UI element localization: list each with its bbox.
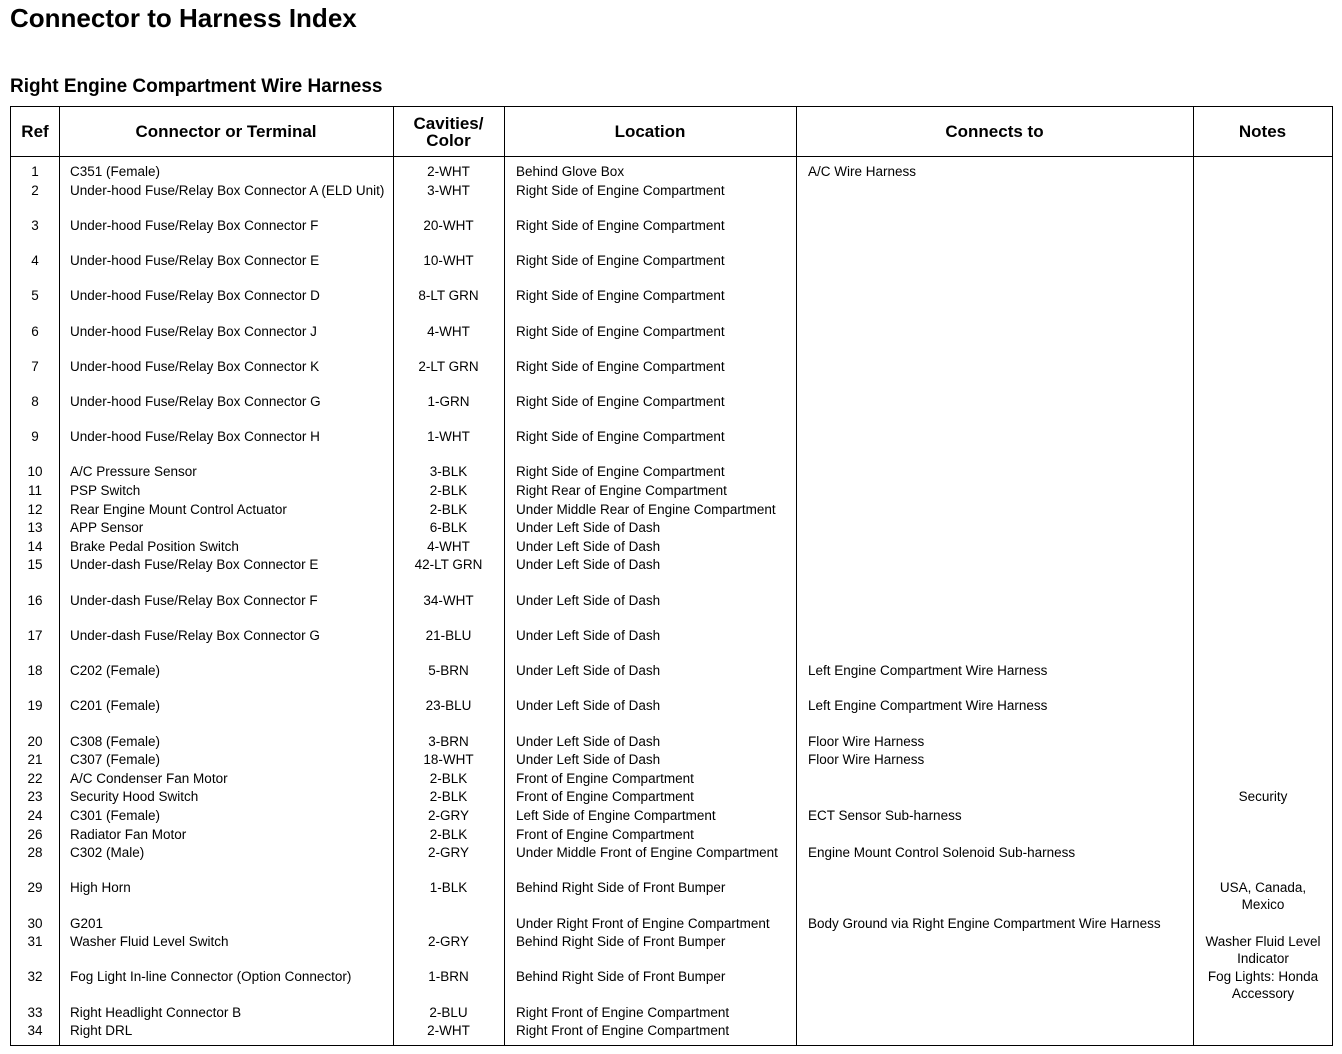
ref-cell: 11 bbox=[27, 483, 42, 498]
ref-cell: 22 bbox=[27, 771, 43, 786]
location-cell: Under Left Side of Dash bbox=[516, 734, 661, 749]
location-cell: Behind Right Side of Front Bumper bbox=[516, 880, 726, 895]
cavities-cell: 2-WHT bbox=[427, 1023, 470, 1038]
location-cell: Right Side of Engine Compartment bbox=[516, 464, 725, 479]
connector-cell: C301 (Female) bbox=[70, 808, 161, 823]
ref-cell: 28 bbox=[27, 845, 43, 860]
ref-cell: 8 bbox=[31, 394, 39, 409]
cavities-cell: 3-WHT bbox=[427, 183, 470, 198]
location-cell: Under Left Side of Dash bbox=[516, 752, 661, 767]
location-cell: Under Left Side of Dash bbox=[516, 520, 661, 535]
location-cell: Behind Right Side of Front Bumper bbox=[516, 934, 726, 949]
connector-cell: PSP Switch bbox=[70, 483, 141, 498]
cavities-cell: 1-GRN bbox=[427, 394, 470, 409]
ref-cell: 33 bbox=[27, 1005, 43, 1020]
cavities-cell: 5-BRN bbox=[428, 663, 469, 678]
connector-cell: C307 (Female) bbox=[70, 752, 161, 767]
connector-cell: A/C Pressure Sensor bbox=[70, 464, 197, 479]
header-location: Location bbox=[614, 122, 686, 141]
ref-cell: 9 bbox=[31, 429, 39, 444]
connector-cell: C201 (Female) bbox=[70, 698, 161, 713]
ref-cell: 12 bbox=[27, 502, 43, 517]
cavities-cell: 8-LT GRN bbox=[418, 288, 479, 303]
ref-cell: 2 bbox=[31, 183, 39, 198]
ref-cell: 7 bbox=[31, 359, 39, 374]
connector-cell: Under-hood Fuse/Relay Box Connector J bbox=[70, 324, 317, 339]
connector-cell: Under-dash Fuse/Relay Box Connector G bbox=[70, 628, 320, 643]
ref-cell: 14 bbox=[27, 539, 43, 554]
connector-cell: Under-dash Fuse/Relay Box Connector F bbox=[70, 593, 318, 608]
connector-cell: High Horn bbox=[70, 880, 131, 895]
connects-to-cell: ECT Sensor Sub-harness bbox=[808, 808, 962, 823]
ref-cell: 6 bbox=[31, 324, 39, 339]
cavities-cell: 2-BLK bbox=[429, 827, 468, 842]
connector-cell: Under-hood Fuse/Relay Box Connector G bbox=[70, 394, 321, 409]
connector-cell: Under-hood Fuse/Relay Box Connector D bbox=[70, 288, 320, 303]
ref-cell: 30 bbox=[27, 916, 43, 931]
connector-cell: Rear Engine Mount Control Actuator bbox=[70, 502, 287, 517]
ref-cell: 18 bbox=[27, 663, 43, 678]
connector-cell: C308 (Female) bbox=[70, 734, 161, 749]
header-cavities-line2: Color bbox=[426, 130, 471, 150]
notes-cell: Fog Lights: Honda Accessory bbox=[1207, 969, 1319, 1001]
ref-cell: 29 bbox=[27, 880, 43, 895]
connector-cell: Under-hood Fuse/Relay Box Connector E bbox=[70, 253, 320, 268]
connector-cell: C202 (Female) bbox=[70, 663, 161, 678]
connector-cell: Security Hood Switch bbox=[70, 789, 199, 804]
connector-cell: G201 bbox=[70, 916, 104, 931]
connects-to-cell: Left Engine Compartment Wire Harness bbox=[808, 663, 1048, 678]
cavities-cell: 1-WHT bbox=[427, 429, 470, 444]
ref-cell: 4 bbox=[31, 253, 39, 268]
cavities-cell: 6-BLK bbox=[429, 520, 468, 535]
location-cell: Right Side of Engine Compartment bbox=[516, 324, 725, 339]
connector-cell: Under-hood Fuse/Relay Box Connector A (ELD Unit) bbox=[70, 183, 385, 198]
connector-cell: Under-dash Fuse/Relay Box Connector E bbox=[70, 557, 319, 572]
connector-cell: C302 (Male) bbox=[70, 845, 145, 860]
cavities-cell: 2-GRY bbox=[427, 808, 469, 823]
connects-to-cell: Engine Mount Control Solenoid Sub-harness bbox=[808, 845, 1076, 860]
cavities-cell: 18-WHT bbox=[423, 752, 474, 767]
header-notes: Notes bbox=[1238, 122, 1287, 141]
connects-to-cell: Left Engine Compartment Wire Harness bbox=[808, 698, 1048, 713]
cavities-cell: 34-WHT bbox=[423, 593, 474, 608]
location-cell: Under Left Side of Dash bbox=[516, 557, 661, 572]
connects-to-cell: Body Ground via Right Engine Compartment Wire Harness bbox=[808, 916, 1161, 931]
cavities-cell: 2-GRY bbox=[427, 845, 469, 860]
cavities-cell: 23-BLU bbox=[425, 698, 472, 713]
cavities-cell: 3-BLK bbox=[429, 464, 468, 479]
location-cell: Right Side of Engine Compartment bbox=[516, 429, 725, 444]
ref-cell: 13 bbox=[27, 520, 43, 535]
cavities-cell: 2-BLK bbox=[429, 483, 468, 498]
ref-cell: 17 bbox=[27, 628, 43, 643]
cavities-cell: 2-BLK bbox=[429, 789, 468, 804]
connector-cell: A/C Condenser Fan Motor bbox=[70, 771, 228, 786]
ref-cell: 15 bbox=[27, 557, 43, 572]
ref-cell: 3 bbox=[31, 218, 39, 233]
location-cell: Right Rear of Engine Compartment bbox=[516, 483, 727, 498]
location-cell: Under Middle Front of Engine Compartment bbox=[516, 845, 778, 860]
location-cell: Under Left Side of Dash bbox=[516, 593, 661, 608]
ref-cell: 31 bbox=[27, 934, 43, 949]
connector-cell: Washer Fluid Level Switch bbox=[70, 934, 229, 949]
cavities-cell: 2-GRY bbox=[427, 934, 469, 949]
connector-cell: Fog Light In-line Connector (Option Connector) bbox=[70, 969, 352, 984]
location-cell: Left Side of Engine Compartment bbox=[516, 808, 716, 823]
location-cell: Under Left Side of Dash bbox=[516, 663, 661, 678]
location-cell: Front of Engine Compartment bbox=[516, 827, 694, 842]
ref-cell: 23 bbox=[27, 789, 43, 804]
ref-cell: 34 bbox=[27, 1023, 43, 1038]
ref-cell: 19 bbox=[27, 698, 43, 713]
cavities-cell: 1-BRN bbox=[428, 969, 469, 984]
ref-cell: 32 bbox=[27, 969, 43, 984]
connector-cell: C351 (Female) bbox=[70, 164, 161, 179]
connects-to-cell: Floor Wire Harness bbox=[808, 752, 925, 767]
connector-cell: Radiator Fan Motor bbox=[70, 827, 187, 842]
location-cell: Right Side of Engine Compartment bbox=[516, 394, 725, 409]
connector-cell: Right DRL bbox=[70, 1023, 133, 1038]
cavities-cell: 2-BLK bbox=[429, 502, 468, 517]
location-cell: Right Side of Engine Compartment bbox=[516, 253, 725, 268]
location-cell: Under Left Side of Dash bbox=[516, 539, 661, 554]
cavities-cell: 2-LT GRN bbox=[418, 359, 479, 374]
location-cell: Under Left Side of Dash bbox=[516, 628, 661, 643]
header-connects-to: Connects to bbox=[945, 122, 1044, 141]
ref-cell: 24 bbox=[27, 808, 43, 823]
cavities-cell: 21-BLU bbox=[425, 628, 472, 643]
cavities-cell: 42-LT GRN bbox=[414, 557, 483, 572]
ref-cell: 20 bbox=[27, 734, 43, 749]
location-cell: Right Side of Engine Compartment bbox=[516, 288, 725, 303]
connects-to-cell: Floor Wire Harness bbox=[808, 734, 925, 749]
location-cell: Front of Engine Compartment bbox=[516, 789, 694, 804]
connector-cell: Under-hood Fuse/Relay Box Connector H bbox=[70, 429, 320, 444]
cavities-cell: 2-BLK bbox=[429, 771, 468, 786]
location-cell: Right Side of Engine Compartment bbox=[516, 359, 725, 374]
connector-cell: Under-hood Fuse/Relay Box Connector K bbox=[70, 359, 320, 374]
ref-cell: 16 bbox=[27, 593, 43, 608]
cavities-cell: 2-BLU bbox=[429, 1005, 468, 1020]
connector-cell: Brake Pedal Position Switch bbox=[70, 539, 239, 554]
ref-cell: 21 bbox=[27, 752, 43, 767]
header-ref: Ref bbox=[21, 122, 49, 141]
ref-cell: 5 bbox=[31, 288, 39, 303]
cavities-cell: 2-WHT bbox=[427, 164, 470, 179]
connects-to-cell: A/C Wire Harness bbox=[808, 164, 917, 179]
location-cell: Behind Right Side of Front Bumper bbox=[516, 969, 726, 984]
location-cell: Right Side of Engine Compartment bbox=[516, 183, 725, 198]
notes-cell: Washer Fluid Level Indicator bbox=[1205, 934, 1321, 966]
cavities-cell: 20-WHT bbox=[423, 218, 474, 233]
cavities-cell: 4-WHT bbox=[427, 539, 470, 554]
location-cell: Under Middle Rear of Engine Compartment bbox=[516, 502, 776, 517]
notes-cell: USA, Canada, Mexico bbox=[1219, 880, 1307, 912]
section-title: Right Engine Compartment Wire Harness bbox=[10, 76, 383, 97]
page-title: Connector to Harness Index bbox=[10, 3, 357, 33]
location-cell: Front of Engine Compartment bbox=[516, 771, 694, 786]
location-cell: Behind Glove Box bbox=[516, 164, 625, 179]
connector-cell: APP Sensor bbox=[70, 520, 144, 535]
notes-cell: Security bbox=[1238, 789, 1288, 804]
ref-cell: 1 bbox=[31, 164, 39, 179]
location-cell: Right Side of Engine Compartment bbox=[516, 218, 725, 233]
connector-cell: Right Headlight Connector B bbox=[70, 1005, 242, 1020]
cavities-cell: 1-BLK bbox=[429, 880, 468, 895]
cavities-cell: 4-WHT bbox=[427, 324, 470, 339]
location-cell: Right Front of Engine Compartment bbox=[516, 1023, 730, 1038]
cavities-cell: 10-WHT bbox=[423, 253, 474, 268]
cavities-cell: 3-BRN bbox=[428, 734, 469, 749]
location-cell: Under Right Front of Engine Compartment bbox=[516, 916, 770, 931]
ref-cell: 10 bbox=[27, 464, 43, 479]
location-cell: Under Left Side of Dash bbox=[516, 698, 661, 713]
header-connector: Connector or Terminal bbox=[135, 122, 317, 141]
location-cell: Right Front of Engine Compartment bbox=[516, 1005, 730, 1020]
connector-cell: Under-hood Fuse/Relay Box Connector F bbox=[70, 218, 319, 233]
table-body bbox=[11, 107, 1332, 1045]
header-cavities-line1: Cavities/ bbox=[413, 113, 484, 133]
harness-table bbox=[10, 106, 1333, 1046]
ref-cell: 26 bbox=[27, 827, 43, 842]
